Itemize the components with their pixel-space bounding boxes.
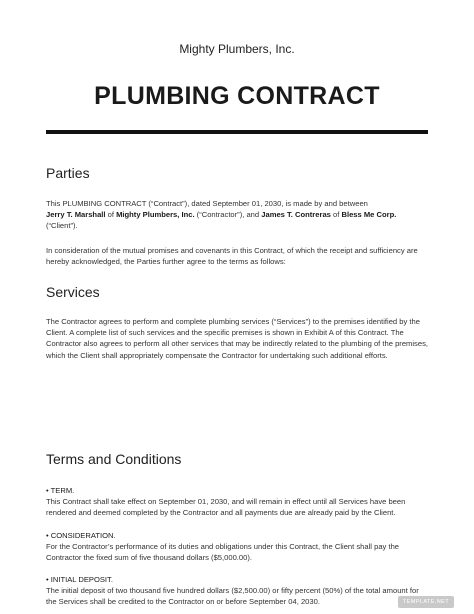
contractor-tag: (“Contractor”), and — [194, 210, 262, 220]
term-item-title: • TERM. — [46, 486, 75, 495]
consideration-item-title: • CONSIDERATION. — [46, 531, 116, 540]
company-name: Mighty Plumbers, Inc. — [179, 42, 295, 56]
parties-paragraph — [46, 198, 430, 232]
consideration-item-text: For the Contractor’s performance of its duties and obligations under this Contract, the Client shall pay the Contractor the fixed sum of five thousand dollars ($5,000.00). — [46, 542, 400, 563]
initial-deposit-item-text: The initial deposit of two thousand five hundred dollars ($2,500.00) or fifty percent (50%) of the total amount for the Services shall be credited to the Contractor on or before September 04, 2030. — [46, 586, 419, 607]
initial-deposit-item-title: • INITIAL DEPOSIT. — [46, 575, 113, 584]
watermark-badge: TEMPLATE.NET — [398, 596, 454, 608]
document-title: PLUMBING CONTRACT — [94, 82, 380, 110]
section-heading-terms: Terms and Conditions — [46, 451, 182, 467]
of-text: of — [330, 210, 342, 220]
contractor-name: Jerry T. Marshall — [46, 210, 106, 220]
client-name: James T. Contreras — [261, 210, 331, 220]
section-heading-parties: Parties — [46, 165, 90, 181]
parties-intro-text: This PLUMBING CONTRACT (“Contract”), dated September 01, 2030, is made by and between — [46, 199, 368, 208]
term-item-text: This Contract shall take effect on September 01, 2030, and will remain in effect until all Services have been rendered and deemed completed by the Contractor and all payments due are already paid by the Client. — [46, 497, 406, 518]
client-tag: (“Client”). — [46, 221, 78, 231]
of-text: of — [105, 210, 117, 220]
client-company: Bless Me Corp. — [341, 210, 397, 220]
consideration-paragraph: In consideration of the mutual promises and covenants in this Contract, of which the receipt and sufficiency are hereby acknowledged, the Parties further agree to the terms as follows: — [46, 246, 418, 267]
title-divider — [46, 130, 428, 134]
contractor-company: Mighty Plumbers, Inc. — [116, 210, 195, 220]
services-paragraph: The Contractor agrees to perform and complete plumbing services (“Services”) to the premises identified by the Client. A complete list of such services and the specific premises is shown in Exhibit A of this Contract. The Contractor also agrees to perform all other services that may be indirectly related to the plumbing of the premises, which the Client shall appropriately compensate the Contractor for undertaking such additional efforts. — [46, 317, 428, 360]
section-heading-services: Services — [46, 284, 100, 300]
